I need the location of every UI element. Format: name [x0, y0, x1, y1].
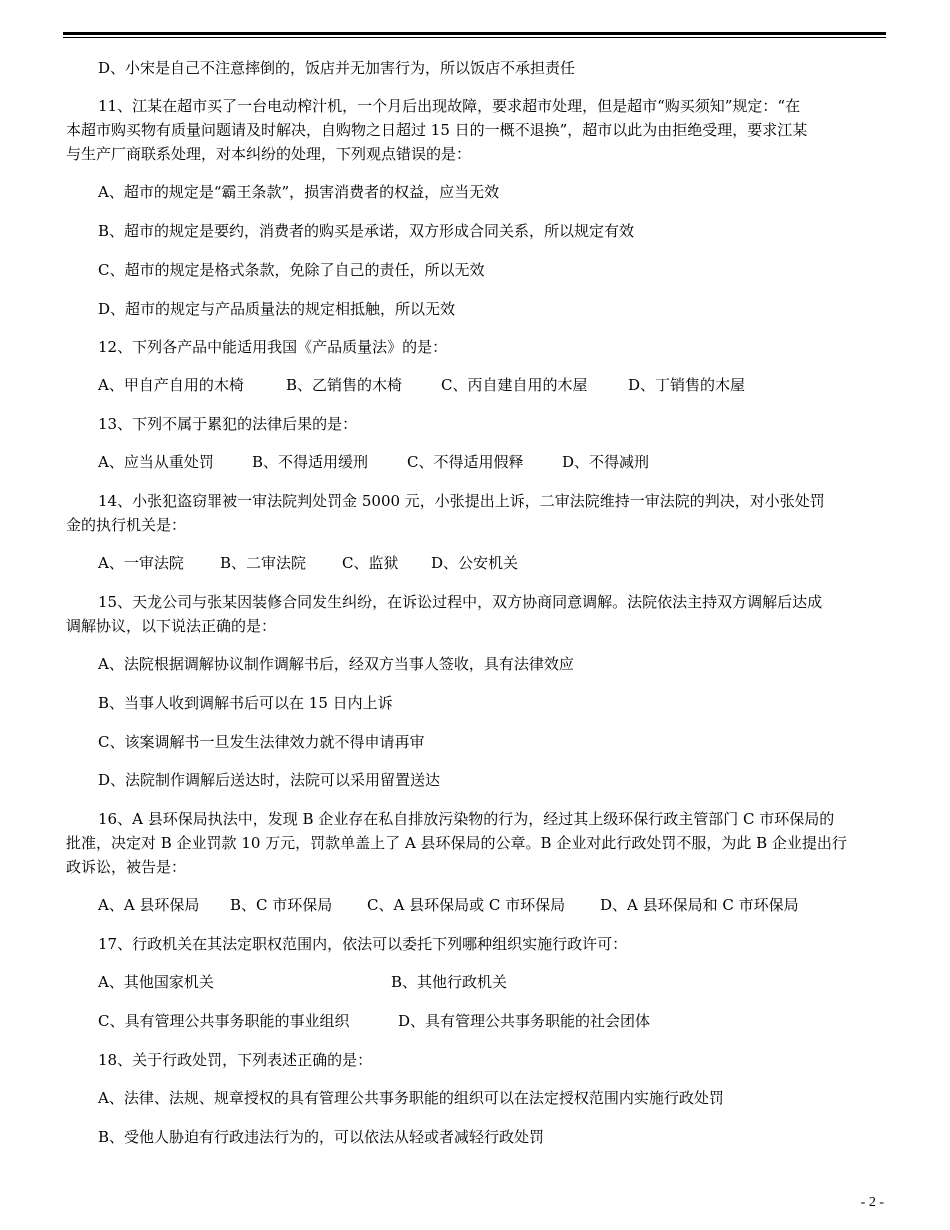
q15-option-c: C、该案调解书一旦发生法律效力就不得申请再审 — [98, 733, 425, 751]
header-rule-thick — [63, 32, 886, 35]
q16-options — [98, 895, 799, 915]
q11-option-d: D、超市的规定与产品质量法的规定相抵触，所以无效 — [98, 300, 456, 318]
q18-option-b: B、受他人胁迫有行政违法行为的，可以依法从轻或者减轻行政处罚 — [98, 1128, 545, 1146]
q17-options-row-1 — [98, 972, 507, 992]
q16-stem-line-1: 16、A 县环保局执法中，发现 B 企业存在私自排放污染物的行为，经过其上级环保行政主管部门 C 市环保局的 — [98, 810, 835, 828]
q16-stem-line-3: 政诉讼，被告是： — [66, 858, 187, 876]
q11-option-b: B、超市的规定是要约，消费者的购买是承诺，双方形成合同关系，所以规定有效 — [98, 222, 635, 240]
q14-option-c: C、监狱 — [342, 554, 399, 572]
q13-option-d: D、不得减刑 — [562, 453, 650, 471]
q13-options — [98, 452, 649, 472]
q15-option-a: A、法院根据调解协议制作调解书后，经双方当事人签收，具有法律效应 — [98, 655, 574, 673]
q18-option-a: A、法律、法规、规章授权的具有管理公共事务职能的组织可以在法定授权范围内实施行政处罚 — [98, 1089, 724, 1107]
q16-option-d: D、A 县环保局和 C 市环保局 — [600, 896, 799, 914]
q12-options — [98, 375, 745, 395]
q17-option-c: C、具有管理公共事务职能的事业组织 — [98, 1012, 350, 1030]
q11-stem-line-1: 11、江某在超市买了一台电动榨汁机，一个月后出现故障，要求超市处理，但是超市“购买须知”规定：“在 — [98, 97, 801, 115]
q13-option-b: B、不得适用缓刑 — [252, 453, 369, 471]
header-rule-thin — [63, 37, 886, 38]
q15-stem-line-2: 调解协议，以下说法正确的是： — [66, 617, 277, 635]
q12-option-c: C、丙自建自用的木屋 — [441, 376, 588, 394]
q16-stem-line-2: 批准，决定对 B 企业罚款 10 万元，罚款单盖上了 A 县环保局的公章。B 企业对此行政处罚不服，为此 B 企业提出行 — [66, 834, 847, 852]
q14-stem-line-2: 金的执行机关是： — [66, 516, 187, 534]
q16-option-c: C、A 县环保局或 C 市环保局 — [367, 896, 566, 914]
q17-stem: 17、行政机关在其法定职权范围内，依法可以委托下列哪种组织实施行政许可： — [98, 935, 628, 953]
q14-option-b: B、二审法院 — [220, 554, 307, 572]
q14-option-d: D、公安机关 — [431, 554, 519, 572]
q13-option-a: A、应当从重处罚 — [98, 453, 214, 471]
q13-stem: 13、下列不属于累犯的法律后果的是： — [98, 415, 358, 433]
page-number: - 2 - — [860, 1195, 884, 1210]
q12-option-b: B、乙销售的木椅 — [286, 376, 403, 394]
q14-options — [98, 553, 518, 573]
q15-option-d: D、法院制作调解后送达时，法院可以采用留置送达 — [98, 771, 441, 789]
q14-option-a: A、一审法院 — [98, 554, 184, 572]
q11-option-a: A、超市的规定是“霸王条款”，损害消费者的权益，应当无效 — [98, 183, 500, 201]
q17-option-a: A、其他国家机关 — [98, 973, 214, 991]
q10-option-d: D、小宋是自己不注意摔倒的，饭店并无加害行为，所以饭店不承担责任 — [98, 59, 576, 77]
q15-stem-line-1: 15、天龙公司与张某因装修合同发生纠纷，在诉讼过程中，双方协商同意调解。法院依法主持双方调解后达成 — [98, 593, 823, 611]
q14-stem-line-1: 14、小张犯盗窃罪被一审法院判处罚金 5000 元，小张提出上诉，二审法院维持一审法院的判决，对小张处罚 — [98, 492, 825, 510]
q18-stem: 18、关于行政处罚，下列表述正确的是： — [98, 1051, 373, 1069]
q12-stem: 12、下列各产品中能适用我国《产品质量法》的是： — [98, 338, 448, 356]
q11-option-c: C、超市的规定是格式条款，免除了自己的责任，所以无效 — [98, 261, 485, 279]
q11-stem-line-2: 本超市购买物有质量问题请及时解决，自购物之日超过 15 日的一概不退换”，超市以此为由拒绝受理，要求江某 — [66, 121, 808, 139]
q17-option-b: B、其他行政机关 — [391, 973, 508, 991]
q13-option-c: C、不得适用假释 — [407, 453, 524, 471]
q17-options-row-2 — [98, 1011, 650, 1031]
q17-option-d: D、具有管理公共事务职能的社会团体 — [398, 1012, 651, 1030]
q12-option-a: A、甲自产自用的木椅 — [98, 376, 244, 394]
q12-option-d: D、丁销售的木屋 — [628, 376, 746, 394]
q16-option-a: A、A 县环保局 — [98, 896, 200, 914]
q16-option-b: B、C 市环保局 — [230, 896, 333, 914]
q15-option-b: B、当事人收到调解书后可以在 15 日内上诉 — [98, 694, 393, 712]
q11-stem-line-3: 与生产厂商联系处理，对本纠纷的处理，下列观点错误的是： — [66, 145, 472, 163]
